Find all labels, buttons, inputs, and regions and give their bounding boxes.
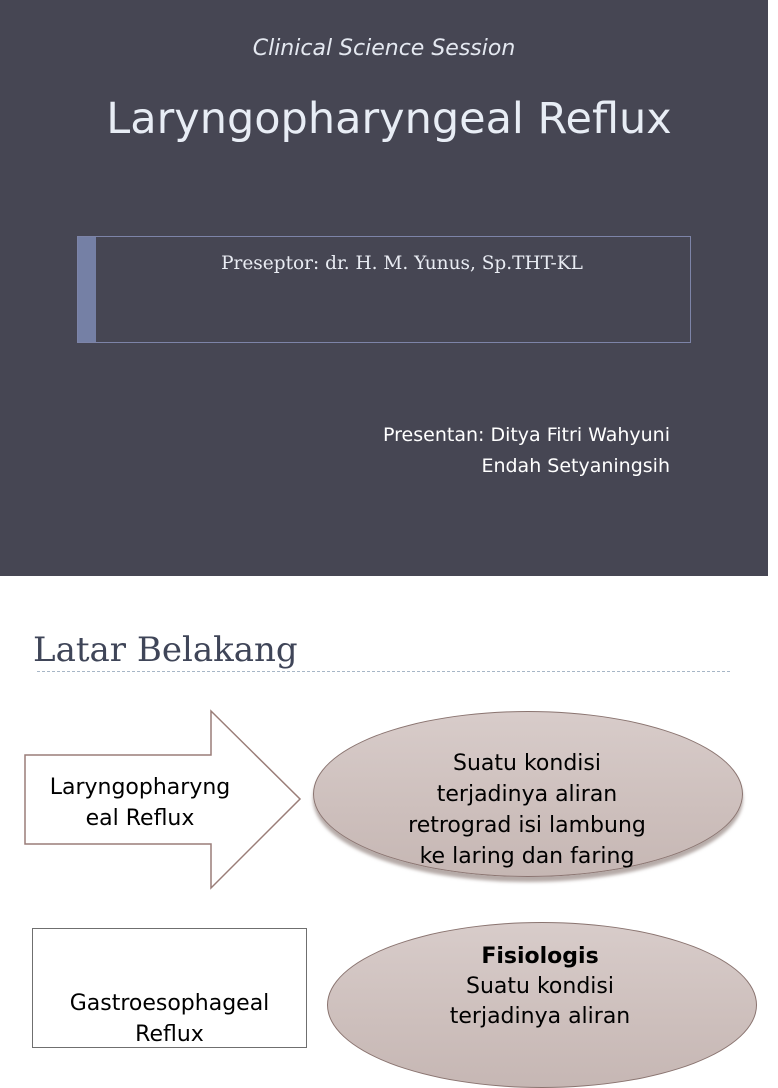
session-subtitle: Clinical Science Session — [252, 36, 516, 61]
presenter-line-1: Presentan: Ditya Fitri Wahyuni — [383, 424, 670, 446]
physiologic-text — [382, 942, 698, 1032]
physiologic-line-1: Suatu kondisi — [466, 974, 614, 999]
arrow-label-line-1: Laryngopharyng — [49, 775, 231, 800]
definition-line-4: ke laring dan faring — [419, 844, 635, 869]
physiologic-line-2: terjadinya aliran — [449, 1004, 631, 1029]
definition-text — [372, 748, 682, 872]
section-title: Latar Belakang — [33, 630, 298, 670]
arrow-label-line-2: eal Reflux — [85, 806, 195, 831]
arrow-label — [24, 772, 256, 834]
title-divider — [37, 671, 730, 672]
definition-line-3: retrograd isi lambung — [408, 813, 646, 838]
definition-line-1: Suatu kondisi — [453, 751, 601, 776]
definition-line-2: terjadinya aliran — [436, 782, 618, 807]
gerd-label-line-2: Reflux — [135, 1022, 204, 1047]
preseptor-text: Preseptor: dr. H. M. Yunus, Sp.THT-KL — [221, 253, 583, 274]
presenter-line-2: Endah Setyaningsih — [481, 455, 670, 477]
presenter-block — [383, 420, 670, 482]
slide-title: Laryngopharyngeal Reflux — [106, 94, 672, 144]
gerd-label — [32, 988, 307, 1050]
background-slide — [0, 576, 768, 1047]
gerd-label-line-1: Gastroesophageal — [69, 991, 270, 1016]
physiologic-heading: Fisiologis — [481, 944, 599, 969]
preseptor-box — [77, 236, 691, 343]
